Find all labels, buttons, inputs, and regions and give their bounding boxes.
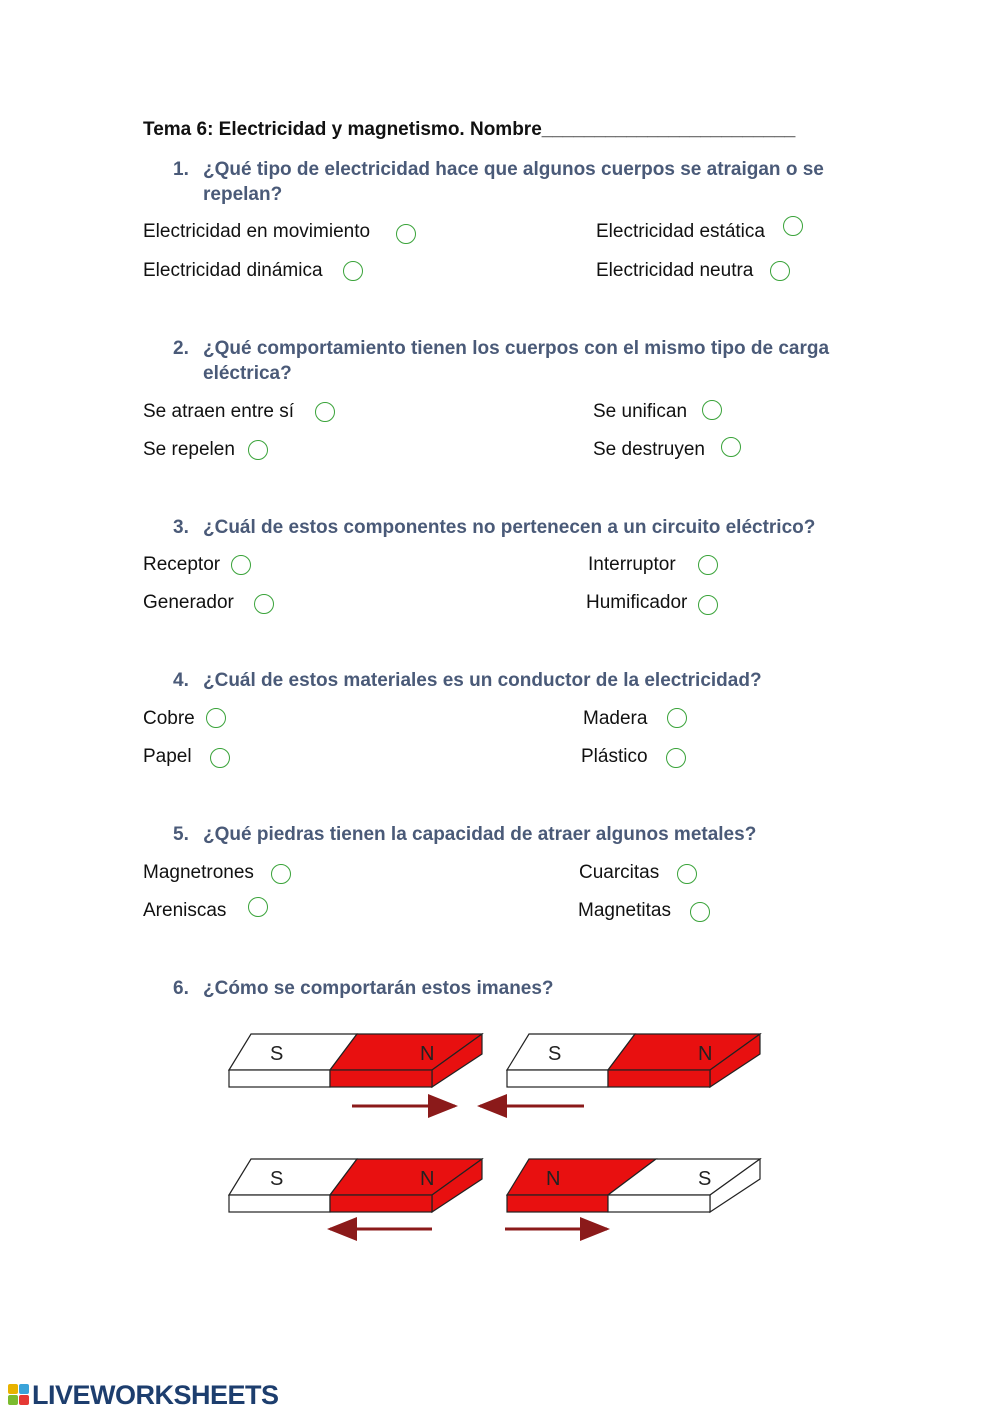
option-label: Generador xyxy=(143,592,234,613)
option-label: Magnetrones xyxy=(143,862,254,883)
question-3 xyxy=(173,515,893,541)
radio-option-q3-c[interactable] xyxy=(254,594,274,614)
question-1 xyxy=(173,157,873,207)
question-number: 5. xyxy=(173,824,189,845)
radio-option-q5-b[interactable] xyxy=(677,864,697,884)
option-label: Cobre xyxy=(143,708,195,729)
option-label: Electricidad dinámica xyxy=(143,260,323,281)
option-label: Interruptor xyxy=(588,554,676,575)
option-label: Electricidad neutra xyxy=(596,260,754,281)
magnet-1 xyxy=(229,1034,482,1087)
option-label: Papel xyxy=(143,746,192,767)
question-text: ¿Qué piedras tienen la capacidad de atraer algunos metales? xyxy=(203,824,757,845)
worksheet-title: Tema 6: Electricidad y magnetismo. Nombre________________________ xyxy=(143,119,796,140)
radio-option-q2-d[interactable] xyxy=(721,437,741,457)
radio-option-q5-a[interactable] xyxy=(271,864,291,884)
magnet-4 xyxy=(507,1159,760,1212)
question-number: 1. xyxy=(173,159,189,180)
radio-option-q1-c[interactable] xyxy=(343,261,363,281)
question-text: ¿Qué tipo de electricidad hace que algunos cuerpos se atraigan o se repelan? xyxy=(203,159,824,205)
pole-label-n: N xyxy=(546,1168,561,1190)
radio-option-q2-c[interactable] xyxy=(248,440,268,460)
radio-option-q1-d[interactable] xyxy=(770,261,790,281)
option-label: Receptor xyxy=(143,554,221,575)
option-label: Madera xyxy=(583,708,648,729)
radio-option-q1-a[interactable] xyxy=(396,224,416,244)
question-4 xyxy=(173,668,893,694)
radio-option-q4-b[interactable] xyxy=(667,708,687,728)
pole-label-n: N xyxy=(420,1043,435,1065)
pole-label-s: S xyxy=(270,1168,284,1190)
option-label: Se unifican xyxy=(593,401,688,422)
pole-label-s: S xyxy=(548,1043,562,1065)
radio-option-q4-c[interactable] xyxy=(210,748,230,768)
question-number: 4. xyxy=(173,670,189,691)
option-label: Cuarcitas xyxy=(579,862,660,883)
option-label: Areniscas xyxy=(143,900,227,921)
question-text: ¿Cuál de estos materiales es un conductor de la electricidad? xyxy=(203,670,762,691)
pole-label-n: N xyxy=(698,1043,713,1065)
question-number: 3. xyxy=(173,517,189,538)
option-label: Humificador xyxy=(586,592,688,613)
question-text: ¿Cuál de estos componentes no pertenecen a un circuito eléctrico? xyxy=(203,517,816,538)
option-label: Se repelen xyxy=(143,439,235,460)
question-6 xyxy=(173,976,893,1002)
radio-option-q2-b[interactable] xyxy=(702,400,722,420)
option-label: Se atraen entre sí xyxy=(143,401,295,422)
magnet-2 xyxy=(507,1034,760,1087)
pole-label-n: N xyxy=(420,1168,435,1190)
radio-option-q3-d[interactable] xyxy=(698,595,718,615)
option-label: Electricidad en movimiento xyxy=(143,221,371,242)
pole-label-s: S xyxy=(270,1043,284,1065)
radio-option-q5-c[interactable] xyxy=(248,897,268,917)
radio-option-q4-d[interactable] xyxy=(666,748,686,768)
radio-option-q3-a[interactable] xyxy=(231,555,251,575)
magnet-3 xyxy=(229,1159,482,1212)
option-label: Plástico xyxy=(581,746,648,767)
question-number: 2. xyxy=(173,338,189,359)
question-number: 6. xyxy=(173,978,189,999)
radio-option-q5-d[interactable] xyxy=(690,902,710,922)
question-text: ¿Qué comportamiento tienen los cuerpos con el mismo tipo de carga eléctrica? xyxy=(203,338,830,384)
magnets-illustration xyxy=(0,1020,1000,1250)
option-label: Electricidad estática xyxy=(596,221,765,242)
question-2 xyxy=(173,336,873,386)
pole-label-s: S xyxy=(698,1168,712,1190)
radio-option-q3-b[interactable] xyxy=(698,555,718,575)
radio-option-q2-a[interactable] xyxy=(315,402,335,422)
question-5 xyxy=(173,822,893,848)
question-text: ¿Cómo se comportarán estos imanes? xyxy=(203,978,554,999)
radio-option-q4-a[interactable] xyxy=(206,708,226,728)
radio-option-q1-b[interactable] xyxy=(783,216,803,236)
logo-icon xyxy=(8,1384,30,1406)
brand-text: LIVEWORKSHEETS xyxy=(32,1380,279,1410)
option-label: Se destruyen xyxy=(593,439,705,460)
option-label: Magnetitas xyxy=(578,900,671,921)
